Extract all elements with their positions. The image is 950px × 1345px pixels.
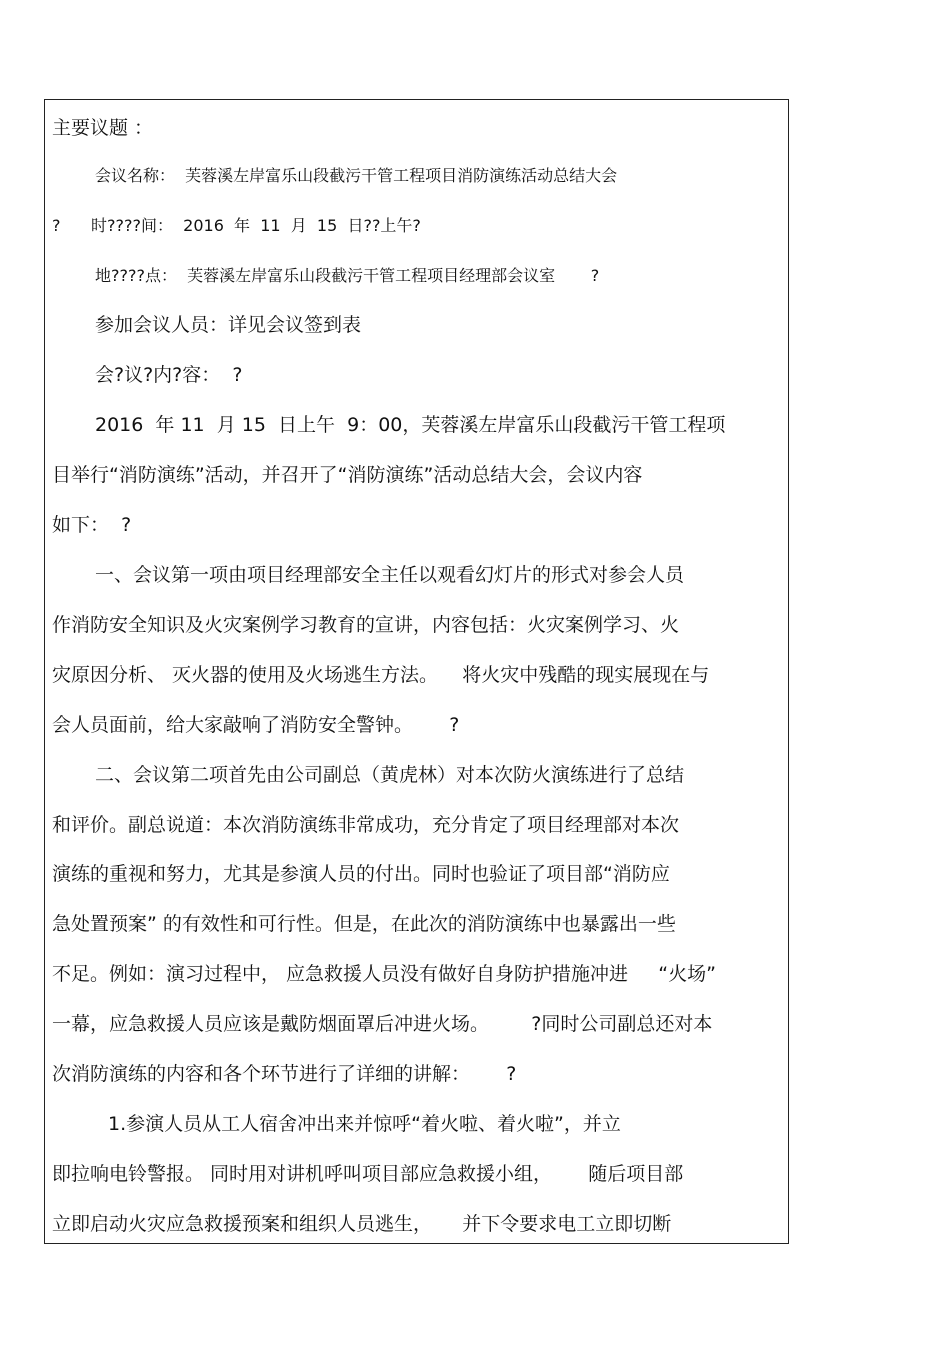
body-line: 急处置预案” 的有效性和可行性。但是，在此次的消防演练中也暴露出一些 [52, 913, 676, 935]
body-line: 作消防安全知识及火灾案例学习教育的宣讲，内容包括：火灾案例学习、火 [52, 614, 680, 636]
body-line: 一幕，应急救援人员应该是戴防烟面罩后冲进火场。 ?同时公司副总还对本 [52, 1013, 713, 1035]
body-line: 即拉响电铃警报。 同时用对讲机呼叫项目部应急救援小组， 随后项目部 [52, 1163, 684, 1185]
body-line: 和评价。副总说道：本次消防演练非常成功，充分肯定了项目经理部对本次 [52, 814, 680, 836]
meeting-time-line: ? 时????间： 2016 年 11 月 15 日??上午? [52, 216, 421, 235]
attendees-line: 参加会议人员：详见会议签到表 [95, 314, 362, 336]
body-line: 立即启动火灾应急救援预案和组织人员逃生， 并下令要求电工立即切断 [52, 1213, 672, 1235]
body-line: 不足。例如：演习过程中， 应急救援人员没有做好自身防护措施冲进 “火场” [52, 963, 716, 985]
body-line: 灾原因分析、 灭火器的使用及火场逃生方法。 将火灾中残酷的现实展现在与 [52, 664, 710, 686]
body-line: 次消防演练的内容和各个环节进行了详细的讲解： ? [52, 1063, 517, 1085]
meeting-name-line: 会议名称： 芙蓉溪左岸富乐山段截污干管工程项目消防演练活动总结大会 [95, 166, 618, 185]
body-line: 如下： ? [52, 514, 132, 536]
body-line: 会人员面前，给大家敲响了消防安全警钟。 ? [52, 714, 460, 736]
body-line: 二、会议第二项首先由公司副总（黄虎林）对本次防火演练进行了总结 [95, 764, 685, 786]
body-line: 1.参演人员从工人宿舍冲出来并惊呼“着火啦、着火啦”，并立 [108, 1113, 621, 1135]
meeting-location-line: 地????点： 芙蓉溪左岸富乐山段截污干管工程项目经理部会议室 ? [95, 266, 600, 285]
body-line: 演练的重视和努力，尤其是参演人员的付出。同时也验证了项目部“消防应 [52, 863, 670, 885]
body-line: 一、会议第一项由项目经理部安全主任以观看幻灯片的形式对参会人员 [95, 564, 685, 586]
section-title: 主要议题 ： [52, 117, 154, 139]
body-line: 目举行“消防演练”活动，并召开了“消防演练”活动总结大会，会议内容 [52, 464, 643, 486]
body-line: 2016 年 11 月 15 日上午 9：00，芙蓉溪左岸富乐山段截污干管工程项 [95, 414, 726, 436]
meeting-content-label: 会?议?内?容： ? [95, 364, 243, 386]
